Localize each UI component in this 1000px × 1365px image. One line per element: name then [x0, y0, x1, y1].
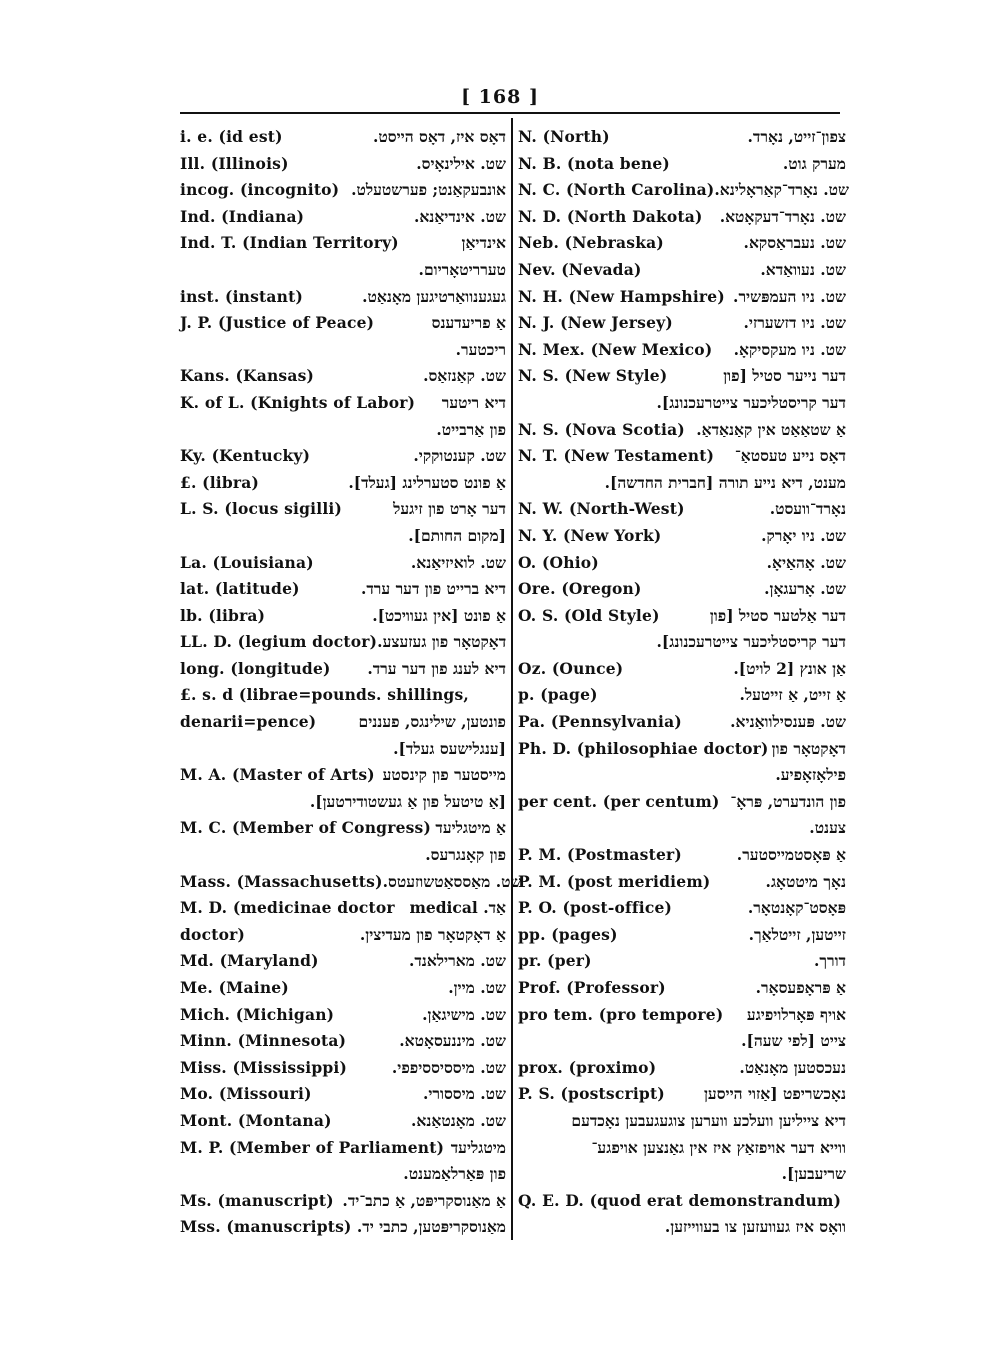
yiddish-definition: אַ מאַנוסקריפּט, אַ כתב־יד. — [342, 1190, 506, 1210]
yiddish-definition: פונטען, שילינגס, פעננים — [358, 712, 506, 732]
dictionary-entry-line — [518, 656, 846, 683]
abbreviation-term: lat. (latitude) — [180, 579, 300, 599]
dictionary-entry-line — [518, 177, 850, 204]
abbreviation-term: La. (Louisiana) — [180, 552, 314, 572]
yiddish-definition: מייסטער פון קינסטע — [382, 765, 506, 785]
dictionary-entry-line — [180, 789, 506, 816]
yiddish-definition: זייטען, זייטלאַך. — [748, 924, 846, 944]
abbreviation-term: £. (libra) — [180, 472, 260, 492]
dictionary-entry-line — [518, 284, 846, 311]
yiddish-definition: שט. מיססורי. — [422, 1084, 506, 1104]
abbreviation-term: Ore. (Oregon) — [518, 579, 642, 599]
abbreviation-term: long. (longitude) — [180, 658, 331, 678]
yiddish-definition: אַ מיטגליעד — [435, 818, 506, 838]
dictionary-entry-line — [518, 230, 846, 257]
yiddish-definition: אַ פונט [אין געוויכט]. — [372, 605, 506, 625]
abbreviation-term: Mass. (Massachusetts) — [180, 871, 383, 891]
dictionary-entry-line — [180, 470, 506, 497]
yiddish-definition: שט. נעוואַדא. — [760, 259, 846, 279]
abbreviation-term: N. D. (North Dakota) — [518, 206, 703, 226]
dictionary-entry-line — [180, 550, 506, 577]
abbreviation-term: Ph. D. (philosophiae doctor) — [518, 738, 769, 758]
yiddish-definition: מיטגליעד — [450, 1137, 506, 1157]
yiddish-definition: [ענגלישעס געלד]. — [393, 738, 506, 758]
abbreviation-term: Me. (Maine) — [180, 978, 289, 997]
yiddish-definition: שט. מיין. — [448, 978, 506, 997]
yiddish-definition: צייט [לפי שעה]. — [741, 1031, 846, 1051]
yiddish-definition: דאָס איז, דאָס הייסט. — [373, 127, 506, 146]
header-rule — [180, 112, 840, 114]
dictionary-entry-line — [518, 682, 846, 709]
abbreviation-term: per cent. (per centum) — [518, 791, 720, 811]
dictionary-entry-line — [518, 151, 846, 178]
yiddish-definition: דער אַלטער סטיל [פון — [709, 605, 846, 625]
dictionary-entry-line — [518, 310, 846, 337]
abbreviation-term: K. of L. (Knights of Labor) — [180, 392, 416, 412]
abbreviation-term: Md. (Maryland) — [180, 951, 319, 971]
yiddish-definition: שט. מאַססאַטשוזעטס. — [382, 871, 522, 891]
abbreviation-term: Miss. (Mississippi) — [180, 1057, 348, 1077]
dictionary-entry-line — [518, 1188, 846, 1215]
yiddish-definition: שט. נעבראַסקא. — [743, 233, 846, 253]
abbreviation-term: Ill. (Illinois) — [180, 153, 289, 173]
dictionary-entry-line — [180, 1108, 506, 1135]
abbreviation-term: N. J. (New Jersey) — [518, 313, 673, 333]
dictionary-entry-line — [518, 922, 846, 949]
dictionary-entry-line — [180, 257, 506, 284]
dictionary-entry-line — [180, 922, 506, 949]
dictionary-entry-line — [518, 762, 846, 789]
yiddish-definition: שט. פּענסילוואַניא. — [730, 712, 846, 732]
dictionary-entry-line — [180, 337, 506, 364]
yiddish-definition: שט. אינדיאַנא. — [413, 206, 506, 226]
yiddish-definition: דיא ריטער — [441, 392, 506, 412]
yiddish-definition: שט. נאָרד־דעקאָטא. — [719, 206, 846, 226]
dictionary-entry-line — [518, 1081, 846, 1108]
dictionary-entry-line — [180, 709, 506, 736]
dictionary-entry-line — [518, 523, 846, 550]
dictionary-entry-line — [518, 124, 846, 151]
abbreviation-term: Mich. (Michigan) — [180, 1004, 335, 1024]
dictionary-entry-line — [518, 629, 846, 656]
yiddish-definition: מענט, דיא נייע תורה [חברית החדשה]. — [604, 472, 846, 492]
dictionary-entry-line — [180, 124, 506, 151]
abbreviation-term: N. W. (North-West) — [518, 499, 685, 519]
dictionary-entry-line — [180, 443, 506, 470]
yiddish-definition: מערק גוט. — [782, 153, 846, 173]
dictionary-entry-line — [518, 470, 846, 497]
dictionary-entry-line — [180, 975, 506, 1002]
yiddish-definition: נאָרד־וועסט. — [769, 499, 846, 519]
yiddish-definition: שט. מארילאנד. — [408, 951, 506, 971]
abbreviation-term: pp. (pages) — [518, 924, 618, 944]
dictionary-entry-line — [518, 496, 846, 523]
yiddish-definition: דער אָרט פון זיגעל — [393, 499, 506, 519]
dictionary-entry-line — [180, 948, 506, 975]
yiddish-definition: נאָכשריפט [אַזוי הייסען — [703, 1084, 846, 1104]
dictionary-entry-line — [518, 815, 846, 842]
dictionary-entry-line — [180, 1188, 506, 1215]
abbreviation-term: Mss. (manuscripts) — [180, 1217, 352, 1237]
dictionary-entry-line — [180, 1002, 506, 1029]
left-column — [180, 124, 522, 1241]
yiddish-definition: דאָקטאָר פון — [771, 738, 846, 758]
dictionary-entry-line — [180, 629, 506, 656]
yiddish-definition: דיא צייליען וועלכע ווערען צוגעגעבען נאָכדעם — [571, 1110, 846, 1130]
yiddish-definition: טערריטאָריום. — [418, 259, 506, 279]
abbreviation-term: P. M. (post meridiem) — [518, 871, 711, 891]
dictionary-entry-line — [518, 869, 846, 896]
yiddish-definition: שט. נאָרד־קאַראָלינא. — [714, 180, 850, 200]
yiddish-definition: אַ דאָקטאָר פון מעדיצין. — [359, 924, 506, 944]
dictionary-entry-line — [180, 284, 506, 311]
dictionary-entry-line — [518, 1055, 846, 1082]
yiddish-definition: שט. ניו יאָרק. — [761, 525, 846, 545]
yiddish-definition: אַ פריעדענס — [431, 313, 506, 333]
dictionary-entry-line — [180, 656, 506, 683]
abbreviation-term: Nev. (Nevada) — [518, 259, 642, 279]
yiddish-definition: צפון־זייט, נאָרד. — [747, 127, 846, 146]
dictionary-entry-line — [518, 417, 846, 444]
abbreviation-term: J. P. (Justice of Peace) — [180, 313, 375, 333]
abbreviation-term: inst. (instant) — [180, 286, 304, 306]
dictionary-entry-line — [180, 869, 522, 896]
abbreviation-term: Q. E. D. (quod erat demonstrandum) — [518, 1190, 842, 1210]
right-column — [518, 124, 850, 1241]
dictionary-entry-line — [518, 1214, 846, 1241]
abbreviation-term: N. B. (nota bene) — [518, 153, 670, 173]
abbreviation-term: Ms. (manuscript) — [180, 1190, 334, 1210]
abbreviation-term: £. s. d (librae=pounds. shillings, — [180, 685, 469, 705]
dictionary-entry-line — [180, 1028, 506, 1055]
dictionary-entry-line — [518, 1028, 846, 1055]
abbreviation-term: incog. (incognito) — [180, 180, 340, 200]
yiddish-definition: שט. קענטוקקי. — [413, 446, 506, 466]
dictionary-entry-line — [180, 230, 506, 257]
yiddish-definition: שט. לואיזיאַנא. — [410, 552, 506, 572]
abbreviation-term: Minn. (Minnesota) — [180, 1031, 347, 1051]
dictionary-entry-line — [180, 1214, 506, 1241]
yiddish-definition: שט. מיססיססיפפי. — [391, 1057, 506, 1077]
yiddish-definition: שט. מיננעסאָטא. — [399, 1031, 506, 1051]
abbreviation-term: M. D. (medicinae doctor — [180, 898, 395, 918]
dictionary-entry-line — [180, 736, 506, 763]
yiddish-definition: אינדיאַן — [461, 233, 506, 253]
abbreviation-term: M. A. (Master of Arts) — [180, 765, 375, 785]
abbreviation-term: P. O. (post-office) — [518, 898, 673, 918]
dictionary-entry-line — [518, 948, 846, 975]
dictionary-entry-line — [518, 576, 846, 603]
abbreviation-term: Neb. (Nebraska) — [518, 233, 664, 253]
dictionary-entry-line — [518, 975, 846, 1002]
yiddish-definition: אַן אונץ [2 לויט]. — [733, 658, 846, 678]
yiddish-definition: שט. מאָנטאַנא. — [410, 1110, 506, 1130]
dictionary-entry-line — [518, 390, 846, 417]
yiddish-definition: פּאָסט־קאָנטאָר. — [747, 898, 846, 918]
yiddish-definition: שט. ניו העמפּשיר. — [733, 286, 846, 306]
yiddish-definition: דער קריסטליכער צייטרעכנונג]. — [656, 632, 846, 652]
abbreviation-term: Ind. T. (Indian Territory) — [180, 233, 399, 253]
abbreviation-term: N. S. (Nova Scotia) — [518, 419, 685, 439]
dictionary-entry-line — [180, 151, 506, 178]
dictionary-entry-line — [518, 709, 846, 736]
abbreviation-term: Pa. (Pennsylvania) — [518, 712, 682, 732]
dictionary-entry-line — [180, 576, 506, 603]
dictionary-entry-line — [180, 496, 506, 523]
abbreviation-term: lb. (libra) — [180, 605, 266, 625]
abbreviation-term: pr. (per) — [518, 951, 592, 971]
yiddish-definition: דער קריסטליכער צייטרעכנונג]. — [656, 392, 846, 412]
abbreviation-term: N. T. (New Testament) — [518, 446, 715, 466]
abbreviation-term: LL. D. (legium doctor) — [180, 632, 378, 652]
dictionary-entry-line — [518, 337, 846, 364]
yiddish-definition: אַ פונט סטערלינג [געלד]. — [348, 472, 506, 492]
dictionary-entry-line — [518, 204, 846, 231]
dictionary-entry-line — [180, 762, 506, 789]
abbreviation-term: N. (North) — [518, 127, 610, 146]
yiddish-definition: שט. אילינאָיס. — [416, 153, 506, 173]
yiddish-definition: געגענוואַרטיגען מאָנאַט. — [362, 286, 506, 306]
yiddish-definition: [מקום החותם]. — [408, 525, 506, 545]
dictionary-entry-line — [518, 789, 846, 816]
abbreviation-term: p. (page) — [518, 685, 598, 705]
dictionary-entry-line — [518, 443, 846, 470]
abbreviation-term: Ind. (Indiana) — [180, 206, 305, 226]
abbreviation-term: Oz. (Ounce) — [518, 658, 624, 678]
abbreviation-term: N. Mex. (New Mexico) — [518, 339, 713, 359]
yiddish-definition: אויף פּאָרלויפיגע — [746, 1004, 846, 1024]
yiddish-definition: וואָס איז געוועזען צו בעווייזען. — [664, 1217, 846, 1237]
abbreviation-term: i. e. (id est) — [180, 127, 283, 146]
abbreviation-term: O. S. (Old Style) — [518, 605, 660, 625]
yiddish-definition: פילאָזאָפיע. — [775, 765, 846, 785]
yiddish-definition: [אַ טיטעל פון אַ געשטודירטען]. — [309, 791, 506, 811]
abbreviation-term: P. S. (postscript) — [518, 1084, 665, 1104]
dictionary-entry-line — [518, 1161, 846, 1188]
dictionary-entry-line — [518, 842, 846, 869]
dictionary-entry-line — [518, 1135, 846, 1162]
dictionary-entry-line — [180, 682, 506, 709]
dictionary-entry-line — [518, 363, 846, 390]
abbreviation-term: M. C. (Member of Congress) — [180, 818, 432, 838]
dictionary-entry-line — [518, 603, 846, 630]
abbreviation-term: denarii=pence) — [180, 712, 317, 732]
abbreviation-term: pro tem. (pro tempore) — [518, 1004, 724, 1024]
abbreviation-term: prox. (proximo) — [518, 1057, 657, 1077]
dictionary-entry-line — [518, 895, 846, 922]
dictionary-entry-line — [518, 736, 846, 763]
abbreviation-term: doctor) — [180, 924, 246, 944]
dictionary-entry-line — [180, 523, 506, 550]
abbreviation-term: N. H. (New Hampshire) — [518, 286, 725, 306]
abbreviation-term: Mont. (Montana) — [180, 1110, 332, 1130]
dictionary-entry-line — [180, 204, 506, 231]
yiddish-definition: פון קאָנגרעס. — [425, 845, 506, 865]
abbreviation-term: P. M. (Postmaster) — [518, 845, 682, 865]
yiddish-definition: פון הונדערט, פּראָ־ — [730, 791, 846, 811]
dictionary-entry-line — [518, 1108, 846, 1135]
dictionary-entry-line — [180, 603, 506, 630]
dictionary-entry-line — [180, 177, 506, 204]
abbreviation-term: Mo. (Missouri) — [180, 1084, 312, 1104]
dictionary-entry-line — [518, 550, 846, 577]
yiddish-definition: דאָס נייע טעסטאַ־ — [734, 446, 846, 466]
dictionary-entry-line — [180, 1081, 506, 1108]
yiddish-definition: ריכטער. — [455, 339, 506, 359]
yiddish-definition: דיא לענג פון דער ערד. — [367, 658, 506, 678]
yiddish-definition: דיא ברייט פון דער ערד. — [360, 579, 506, 599]
yiddish-definition: אַ פּאָסטמייסטער. — [736, 845, 846, 865]
dictionary-entry-line — [180, 363, 506, 390]
column-divider — [511, 118, 513, 1240]
yiddish-definition: מאַנוסקריפּטען, כתבי יד. — [356, 1217, 506, 1237]
abbreviation-term: N. Y. (New York) — [518, 525, 662, 545]
abbreviation-term: Prof. (Professor) — [518, 978, 666, 997]
yiddish-definition: נאָך מיטטאָג. — [765, 871, 846, 891]
abbreviation-term: Ky. (Kentucky) — [180, 446, 311, 466]
yiddish-definition: שט. ניו מעקסיקאָ. — [733, 339, 846, 359]
dictionary-entry-line — [180, 417, 506, 444]
yiddish-definition: שט. מישיגאַן. — [422, 1004, 506, 1024]
yiddish-definition: אַ פּראָפעסאָר. — [755, 978, 846, 997]
abbreviation-term: O. (Ohio) — [518, 552, 599, 572]
yiddish-definition: צענט. — [809, 818, 846, 838]
abbreviation-term: M. P. (Member of Parliament) — [180, 1137, 445, 1157]
dictionary-entry-line — [518, 257, 846, 284]
abbreviation-term: L. S. (locus sigilli) — [180, 499, 343, 519]
yiddish-definition: נעכסטען מאָנאַט. — [739, 1057, 846, 1077]
yiddish-definition: שריעבען]. — [781, 1164, 846, 1184]
page-number: [ 168 ] — [461, 86, 539, 108]
yiddish-definition: דאָקטאָר פון געזעצע. — [377, 632, 507, 652]
dictionary-entry-line — [180, 1161, 506, 1188]
yiddish-definition: שט. ניו דזשערזי. — [743, 313, 846, 333]
yiddish-definition: פון פּאַרלאַמענט. — [403, 1164, 506, 1184]
yiddish-definition: שט. אָהאַיאָ. — [766, 552, 846, 572]
dictionary-entry-line — [180, 1135, 506, 1162]
dictionary-entry-line — [180, 1055, 506, 1082]
yiddish-definition: דער נייער סטיל [פון — [723, 366, 846, 386]
yiddish-definition: שט. קאַנזאַס. — [423, 366, 506, 386]
dictionary-entry-line — [180, 842, 506, 869]
yiddish-definition: ווייא דער אויפזאַץ איז אין גאַנצען אויפגע־ — [591, 1137, 846, 1157]
abbreviation-term: N. C. (North Carolina) — [518, 180, 715, 200]
dictionary-entry-line — [180, 895, 506, 922]
yiddish-definition: פון אַרבייט. — [436, 419, 506, 439]
dictionary-entry-line — [180, 815, 506, 842]
dictionary-entry-line — [518, 1002, 846, 1029]
yiddish-definition: שט. אָרעגאָן. — [764, 579, 846, 599]
yiddish-definition: אַד. medical — [409, 898, 506, 918]
yiddish-definition: אַ שטאַאַט אין קאַנאַדאַ. — [696, 419, 846, 439]
yiddish-definition: דורך. — [813, 951, 846, 971]
dictionary-entry-line — [180, 390, 506, 417]
yiddish-definition: אַ זייט, אַ זייטעל. — [739, 685, 846, 705]
yiddish-definition: אונבעקאַנט; פערשטעלט. — [351, 180, 506, 200]
abbreviation-term: N. S. (New Style) — [518, 366, 668, 386]
dictionary-entry-line — [180, 310, 506, 337]
abbreviation-term: Kans. (Kansas) — [180, 366, 315, 386]
